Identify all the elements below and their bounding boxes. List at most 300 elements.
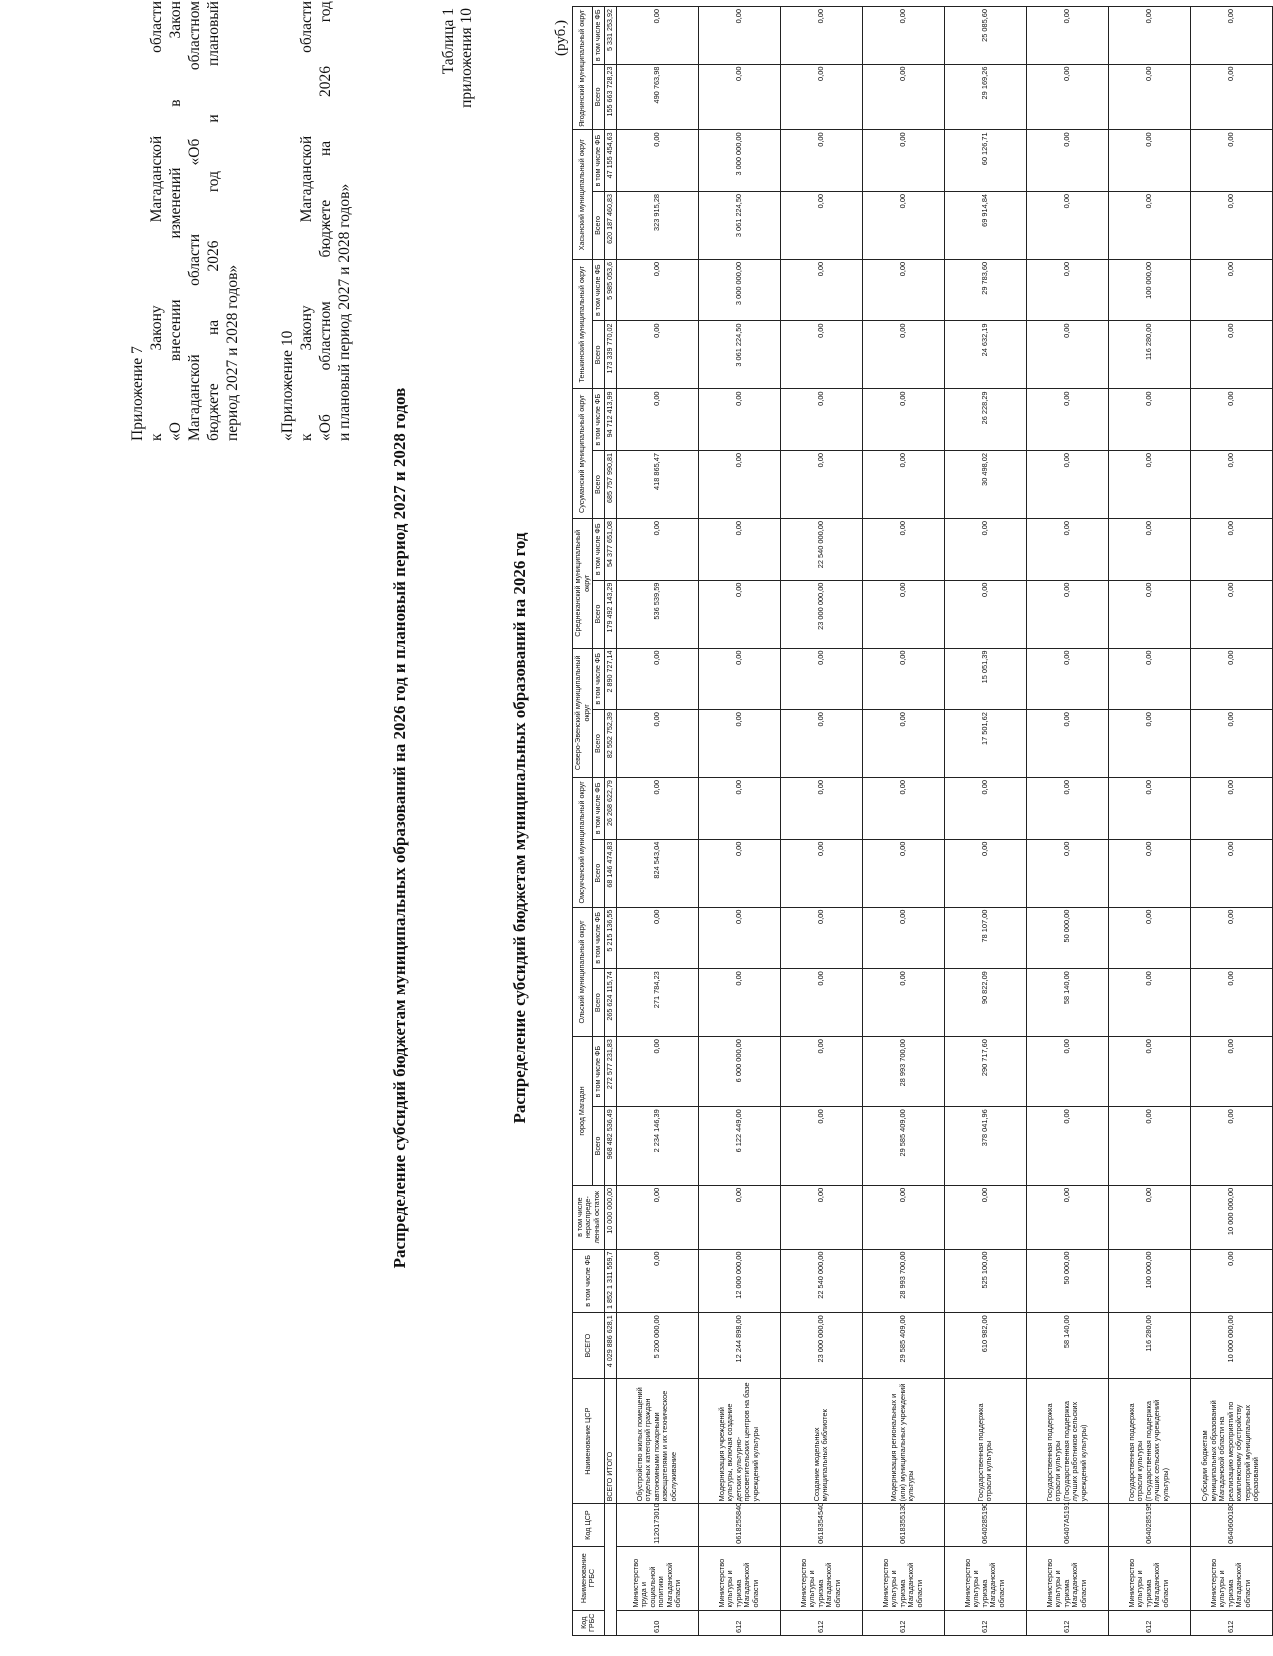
value-cell: 0,00: [1026, 710, 1108, 778]
col-total: ВСЕГО: [573, 1313, 605, 1379]
col-vsego: Всего: [593, 839, 605, 907]
value-cell: 0,00: [1190, 64, 1272, 130]
value-cell: 0,00: [698, 7, 780, 65]
total-value: 155 663 728,23: [604, 64, 616, 130]
table-row: [698, 7, 780, 1636]
value-cell: 0,00: [1026, 580, 1108, 648]
col-district: Ольский муниципальный округ: [573, 907, 593, 1037]
word: Магаданской: [298, 135, 315, 223]
total-value: 685 757 990,81: [604, 451, 616, 519]
value-cell: 0,00: [862, 778, 944, 840]
name-csr-cell: Обустройство жилых помещений отдельных категорий граждан автономными пожарными извещателями и их техническое обслуживание: [616, 1379, 698, 1504]
value-cell: 0,00: [1190, 7, 1272, 65]
value-cell: 0,00: [1190, 839, 1272, 907]
kod-grbs-cell: 612: [944, 1610, 1026, 1635]
value-cell: 24 632,19: [944, 321, 1026, 389]
value-cell: 0,00: [780, 778, 862, 840]
value-cell: 0,00: [780, 969, 862, 1037]
table-row: [780, 7, 862, 1636]
value-cell: 824 543,04: [616, 839, 698, 907]
appendix-7-line3: [166, 1, 185, 441]
value-cell: 0,00: [1026, 7, 1108, 65]
kod-grbs-cell: 612: [1108, 1610, 1190, 1635]
value-cell: 3 000 000,00: [698, 130, 780, 192]
table-title: Распределение субсидий бюджетам муниципальных образований на 2026 год: [510, 532, 529, 1124]
name-grbs-cell: Министерство культуры и туризма Магаданской области: [1190, 1546, 1272, 1610]
value-cell: 0,00: [1190, 1037, 1272, 1107]
value-cell: 0,00: [862, 389, 944, 451]
value-cell: 0,00: [1190, 648, 1272, 710]
total-value: 179 492 143,29: [604, 580, 616, 648]
word: год: [317, 1, 334, 23]
value-cell: 0,00: [944, 1185, 1026, 1249]
appendix-10-line3: [316, 1, 335, 441]
col-fb: в том числе ФБ: [593, 648, 605, 710]
total-label: ВСЕГО ИТОГО: [604, 1379, 616, 1504]
value-cell: 0,00: [1026, 1185, 1108, 1249]
page-title: Распределение субсидий бюджетам муниципальных образований на 2026 год и плановый период 2027 и 2028 годов: [390, 387, 409, 1269]
value-cell: 29 585 409,00: [862, 1313, 944, 1379]
value-cell: 0,00: [862, 1185, 944, 1249]
kod-grbs-cell: 612: [862, 1610, 944, 1635]
value-cell: 0,00: [1108, 839, 1190, 907]
value-cell: 0,00: [1026, 191, 1108, 259]
value-cell: 0,00: [698, 389, 780, 451]
total-value: 272 577 231,83: [604, 1037, 616, 1107]
name-grbs-cell: Министерство труда и социальной политики Магаданской области: [616, 1546, 698, 1610]
value-cell: 0,00: [944, 778, 1026, 840]
appendix-10-line1: «Приложение 10: [279, 330, 296, 441]
name-grbs-cell: Министерство культуры и туризма Магаданской области: [1026, 1546, 1108, 1610]
value-cell: 23 000 000,00: [780, 1313, 862, 1379]
kod-csr-cell: 06407A5191: [1026, 1504, 1108, 1546]
value-cell: 0,00: [1108, 191, 1190, 259]
value-cell: 0,00: [616, 648, 698, 710]
value-cell: 0,00: [698, 778, 780, 840]
value-cell: 0,00: [698, 64, 780, 130]
word: Магаданской: [186, 354, 203, 441]
cell-empty: [604, 1504, 616, 1636]
value-cell: 78 107,00: [944, 907, 1026, 969]
appendix-7-line1: Приложение 7: [129, 346, 146, 441]
value-cell: 50 000,00: [1026, 1249, 1108, 1313]
value-cell: 0,00: [1026, 130, 1108, 192]
table-row: [944, 7, 1026, 1636]
value-cell: 69 914,84: [944, 191, 1026, 259]
total-value: 5 215 136,55: [604, 907, 616, 969]
word: 2026: [205, 240, 222, 272]
total-value: 265 624 115,74: [604, 969, 616, 1037]
value-cell: 0,00: [698, 1185, 780, 1249]
appendix-7-line4: [185, 1, 204, 441]
total-value: 2 890 727,14: [604, 648, 616, 710]
col-district: Омсукчанский муниципальный округ: [573, 778, 593, 908]
value-cell: 28 993 700,00: [862, 1037, 944, 1107]
word: областном: [317, 301, 334, 371]
value-cell: 10 000 000,00: [1190, 1313, 1272, 1379]
value-cell: 100 000,00: [1108, 1249, 1190, 1313]
word: внесении: [167, 299, 184, 362]
value-cell: 0,00: [944, 580, 1026, 648]
value-cell: 290 717,60: [944, 1037, 1026, 1107]
appendix-7-line2: [147, 1, 166, 441]
value-cell: 0,00: [862, 7, 944, 65]
value-cell: 100 000,00: [1108, 259, 1190, 321]
value-cell: 0,00: [1026, 518, 1108, 580]
total-value: 26 268 622,79: [604, 778, 616, 840]
value-cell: 0,00: [780, 321, 862, 389]
kod-csr-cell: 0640285195: [1108, 1504, 1190, 1546]
word: изменений: [167, 167, 184, 239]
kod-csr-cell: 0640600180: [1190, 1504, 1272, 1546]
value-cell: 0,00: [780, 389, 862, 451]
col-vsego: Всего: [593, 451, 605, 519]
appendix-10-header: [278, 1, 354, 441]
value-cell: 0,00: [1026, 1107, 1108, 1186]
word: в: [167, 99, 184, 107]
value-cell: 0,00: [1108, 1037, 1190, 1107]
value-cell: 0,00: [944, 518, 1026, 580]
col-total-fb: в том числе ФБ: [573, 1249, 605, 1313]
value-cell: 0,00: [1026, 321, 1108, 389]
total-value: 54 377 651,08: [604, 518, 616, 580]
value-cell: 0,00: [698, 839, 780, 907]
value-cell: 0,00: [1108, 907, 1190, 969]
name-csr-cell: Субсидии бюджетам муниципальных образований Магаданской области на реализацию мероприятий по комплексному обустройству территорий муниципальных образований: [1190, 1379, 1272, 1504]
value-cell: 0,00: [1108, 648, 1190, 710]
value-cell: 0,00: [1190, 451, 1272, 519]
col-fb: в том числе ФБ: [593, 7, 605, 65]
table-row: [616, 7, 698, 1636]
value-cell: 0,00: [1108, 778, 1190, 840]
col-fb: в том числе ФБ: [593, 518, 605, 580]
value-cell: 0,00: [862, 648, 944, 710]
total-value: 82 552 752,39: [604, 710, 616, 778]
value-cell: 23 000 000,00: [780, 580, 862, 648]
value-cell: 0,00: [780, 1037, 862, 1107]
value-cell: 0,00: [616, 389, 698, 451]
kod-grbs-cell: 612: [1190, 1610, 1272, 1635]
value-cell: 0,00: [780, 648, 862, 710]
value-cell: 0,00: [780, 191, 862, 259]
value-cell: 0,00: [1026, 648, 1108, 710]
col-district: Северо-Эвенский муниципальный округ: [573, 648, 593, 778]
value-cell: 610 982,00: [944, 1313, 1026, 1379]
word: бюджете: [317, 199, 334, 258]
value-cell: 6 000 000,00: [698, 1037, 780, 1107]
value-cell: 0,00: [616, 7, 698, 65]
value-cell: 58 140,00: [1026, 969, 1108, 1037]
word: области: [298, 1, 315, 53]
value-cell: 60 126,71: [944, 130, 1026, 192]
total-value: 68 146 474,83: [604, 839, 616, 907]
total-value: 94 712 413,99: [604, 389, 616, 451]
col-total-reserve: в том числе нераспреде-ленный остаток: [573, 1185, 605, 1249]
col-district: Сусуманский муниципальный округ: [573, 389, 593, 519]
value-cell: 3 000 000,00: [698, 259, 780, 321]
value-cell: 15 051,39: [944, 648, 1026, 710]
table-row: [1026, 7, 1108, 1636]
value-cell: 0,00: [780, 7, 862, 65]
value-cell: 0,00: [1026, 389, 1108, 451]
kod-csr-cell: 0618255840: [698, 1504, 780, 1546]
col-district: Среднеканский муниципальный округ: [573, 518, 593, 648]
value-cell: 3 061 224,50: [698, 191, 780, 259]
word: Закону: [148, 305, 165, 351]
value-cell: 0,00: [1108, 64, 1190, 130]
value-cell: 0,00: [1026, 778, 1108, 840]
name-grbs-cell: Министерство культуры и туризма Магаданской области: [944, 1546, 1026, 1610]
value-cell: 0,00: [616, 130, 698, 192]
value-cell: 0,00: [1190, 130, 1272, 192]
value-cell: 22 540 000,00: [780, 518, 862, 580]
value-cell: 0,00: [780, 710, 862, 778]
col-vsego: Всего: [593, 580, 605, 648]
value-cell: 0,00: [616, 259, 698, 321]
col-name-csr: Наименование ЦСР: [573, 1379, 605, 1504]
value-cell: 0,00: [780, 64, 862, 130]
kod-grbs-cell: 612: [1026, 1610, 1108, 1635]
kod-grbs-cell: 612: [698, 1610, 780, 1635]
value-cell: 0,00: [1190, 969, 1272, 1037]
table-body: [604, 7, 1272, 1636]
value-cell: 0,00: [616, 321, 698, 389]
value-cell: 0,00: [862, 259, 944, 321]
table-appendix: приложения 10: [458, 8, 475, 108]
value-cell: 0,00: [1108, 969, 1190, 1037]
value-cell: 0,00: [1108, 451, 1190, 519]
appendix-7-header: [128, 1, 242, 441]
value-cell: 0,00: [780, 1107, 862, 1186]
value-cell: 50 000,00: [1026, 907, 1108, 969]
name-csr-cell: Государственная поддержка отрасли культуры: [944, 1379, 1026, 1504]
word: на: [317, 140, 334, 157]
col-district: город Магадан: [573, 1037, 593, 1186]
word: Закону: [298, 305, 315, 351]
value-cell: 0,00: [1108, 1185, 1190, 1249]
value-cell: 0,00: [1190, 710, 1272, 778]
word: к: [148, 433, 165, 441]
word: области: [186, 234, 203, 286]
value-cell: 5 200 000,00: [616, 1313, 698, 1379]
value-cell: 29 585 409,00: [862, 1107, 944, 1186]
name-csr-cell: Государственная поддержка отрасли культуры (Государственная поддержка лучших сельских учреждений культуры): [1108, 1379, 1190, 1504]
value-cell: 0,00: [1108, 580, 1190, 648]
value-cell: 490 763,98: [616, 64, 698, 130]
value-cell: 0,00: [698, 580, 780, 648]
value-cell: 0,00: [1190, 1107, 1272, 1186]
value-cell: 0,00: [862, 321, 944, 389]
name-csr-cell: Модернизация учреждений культуры, включая создание детских культурно-просветительских центров на базе учреждений культуры: [698, 1379, 780, 1504]
value-cell: 0,00: [780, 259, 862, 321]
value-cell: 0,00: [862, 710, 944, 778]
table-number: Таблица 1: [440, 8, 457, 75]
value-cell: 0,00: [616, 778, 698, 840]
kod-grbs-cell: 610: [616, 1610, 698, 1635]
value-cell: 0,00: [1108, 710, 1190, 778]
value-cell: 58 140,00: [1026, 1313, 1108, 1379]
col-fb: в том числе ФБ: [593, 907, 605, 969]
word: «Об: [317, 414, 334, 441]
word: плановый: [205, 1, 222, 67]
appendix-10-line2: [297, 1, 316, 441]
value-cell: 0,00: [862, 130, 944, 192]
word: Магаданской: [148, 135, 165, 223]
col-district: Ягоднинский муниципальный округ: [573, 7, 593, 130]
value-cell: 10 000 000,00: [1190, 1185, 1272, 1249]
value-cell: 0,00: [1190, 191, 1272, 259]
header-row-1: [573, 7, 593, 1636]
col-fb: в том числе ФБ: [593, 259, 605, 321]
value-cell: 0,00: [616, 518, 698, 580]
value-cell: 0,00: [1190, 1249, 1272, 1313]
total-value: 47 155 454,63: [604, 130, 616, 192]
value-cell: 0,00: [698, 969, 780, 1037]
value-cell: 0,00: [1108, 389, 1190, 451]
value-cell: 30 498,02: [944, 451, 1026, 519]
value-cell: 0,00: [1190, 259, 1272, 321]
value-cell: 0,00: [616, 1037, 698, 1107]
value-cell: 0,00: [862, 451, 944, 519]
value-cell: 0,00: [1026, 1037, 1108, 1107]
name-csr-cell: Модернизация региональных и (или) муниципальных учреждений культуры: [862, 1379, 944, 1504]
value-cell: 0,00: [698, 451, 780, 519]
col-kod-grbs: Код ГРБС: [573, 1610, 605, 1635]
value-cell: 0,00: [1190, 580, 1272, 648]
value-cell: 536 539,59: [616, 580, 698, 648]
col-fb: в том числе ФБ: [593, 389, 605, 451]
value-cell: 29 783,60: [944, 259, 1026, 321]
value-cell: 90 822,09: [944, 969, 1026, 1037]
kod-csr-cell: 1120173010: [616, 1504, 698, 1546]
value-cell: 0,00: [1026, 259, 1108, 321]
value-cell: 3 061 224,50: [698, 321, 780, 389]
table-row: [1108, 7, 1190, 1636]
value-cell: 0,00: [780, 907, 862, 969]
total-value: 10 000 000,00: [604, 1185, 616, 1249]
total-value: 968 482 536,49: [604, 1107, 616, 1186]
value-cell: 6 122 449,00: [698, 1107, 780, 1186]
value-cell: 0,00: [862, 580, 944, 648]
value-cell: 17 501,62: [944, 710, 1026, 778]
value-cell: 0,00: [780, 1185, 862, 1249]
name-csr-cell: Государственная поддержка отрасли культуры (Государственная поддержка лучших работников сельских учреждений культуры): [1026, 1379, 1108, 1504]
value-cell: 0,00: [698, 710, 780, 778]
value-cell: 116 280,00: [1108, 321, 1190, 389]
col-vsego: Всего: [593, 969, 605, 1037]
total-value: 4 029 886 628,1: [604, 1313, 616, 1379]
value-cell: 0,00: [862, 969, 944, 1037]
value-cell: 0,00: [780, 451, 862, 519]
value-cell: 22 540 000,00: [780, 1249, 862, 1313]
value-cell: 12 244 898,00: [698, 1313, 780, 1379]
value-cell: 0,00: [1190, 321, 1272, 389]
value-cell: 0,00: [616, 1185, 698, 1249]
kod-grbs-cell: 612: [780, 1610, 862, 1635]
col-vsego: Всего: [593, 64, 605, 130]
value-cell: 0,00: [1108, 1107, 1190, 1186]
value-cell: 0,00: [780, 839, 862, 907]
total-value: 1 852 1 311 559,7: [604, 1249, 616, 1313]
value-cell: 26 228,29: [944, 389, 1026, 451]
word: и: [205, 114, 222, 123]
col-vsego: Всего: [593, 710, 605, 778]
value-cell: 525 100,00: [944, 1249, 1026, 1313]
value-cell: 0,00: [862, 907, 944, 969]
col-vsego: Всего: [593, 1107, 605, 1186]
value-cell: 0,00: [698, 648, 780, 710]
kod-csr-cell: 0640285190: [944, 1504, 1026, 1546]
total-value: 620 187 460,83: [604, 191, 616, 259]
name-grbs-cell: Министерство культуры и туризма Магаданской области: [698, 1546, 780, 1610]
total-value: 173 339 770,02: [604, 321, 616, 389]
value-cell: 0,00: [1108, 518, 1190, 580]
col-fb: в том числе ФБ: [593, 778, 605, 840]
word: области: [148, 1, 165, 53]
value-cell: 25 085,60: [944, 7, 1026, 65]
value-cell: 271 784,23: [616, 969, 698, 1037]
appendix-10-line4: и плановый период 2027 и 2028 годов»: [336, 183, 353, 441]
word: на: [205, 319, 222, 336]
value-cell: 0,00: [1108, 130, 1190, 192]
value-cell: 0,00: [698, 907, 780, 969]
table-label: [440, 8, 476, 108]
subsidy-table: [572, 6, 1273, 1636]
word: «Об: [186, 138, 203, 166]
value-cell: 0,00: [944, 839, 1026, 907]
value-cell: 0,00: [1190, 389, 1272, 451]
col-fb: в том числе ФБ: [593, 130, 605, 192]
value-cell: 0,00: [1026, 451, 1108, 519]
value-cell: 0,00: [1190, 778, 1272, 840]
value-cell: 0,00: [862, 64, 944, 130]
unit-label: (руб.): [553, 20, 569, 56]
kod-csr-cell: 0618355130: [862, 1504, 944, 1546]
value-cell: 0,00: [616, 710, 698, 778]
value-cell: 0,00: [616, 907, 698, 969]
col-vsego: Всего: [593, 191, 605, 259]
col-name-grbs: Наименование ГРБС: [573, 1546, 605, 1610]
appendix-7-line5: [204, 1, 223, 441]
name-grbs-cell: Министерство культуры и туризма Магаданской области: [780, 1546, 862, 1610]
value-cell: 378 041,96: [944, 1107, 1026, 1186]
word: к: [298, 433, 315, 441]
value-cell: 418 865,47: [616, 451, 698, 519]
value-cell: 0,00: [616, 1249, 698, 1313]
name-grbs-cell: Министерство культуры и туризма Магаданской области: [1108, 1546, 1190, 1610]
value-cell: 0,00: [698, 518, 780, 580]
col-fb: в том числе ФБ: [593, 1037, 605, 1107]
value-cell: 2 234 146,39: [616, 1107, 698, 1186]
value-cell: 0,00: [780, 130, 862, 192]
total-value: 5 331 253,92: [604, 7, 616, 65]
table-row: [862, 7, 944, 1636]
appendix-7-line6: период 2027 и 2028 годов»: [224, 264, 241, 441]
word: бюджете: [205, 383, 222, 441]
value-cell: 0,00: [862, 839, 944, 907]
word: 2026: [317, 66, 334, 98]
value-cell: 0,00: [862, 191, 944, 259]
col-district: Тенькинский муниципальный округ: [573, 259, 593, 389]
value-cell: 116 280,00: [1108, 1313, 1190, 1379]
col-vsego: Всего: [593, 321, 605, 389]
table-row: [1190, 7, 1272, 1636]
value-cell: 12 000 000,00: [698, 1249, 780, 1313]
value-cell: 28 993 700,00: [862, 1249, 944, 1313]
col-district: Хасынский муниципальный округ: [573, 130, 593, 260]
value-cell: 0,00: [1108, 7, 1190, 65]
kod-csr-cell: 0618354540: [780, 1504, 862, 1546]
